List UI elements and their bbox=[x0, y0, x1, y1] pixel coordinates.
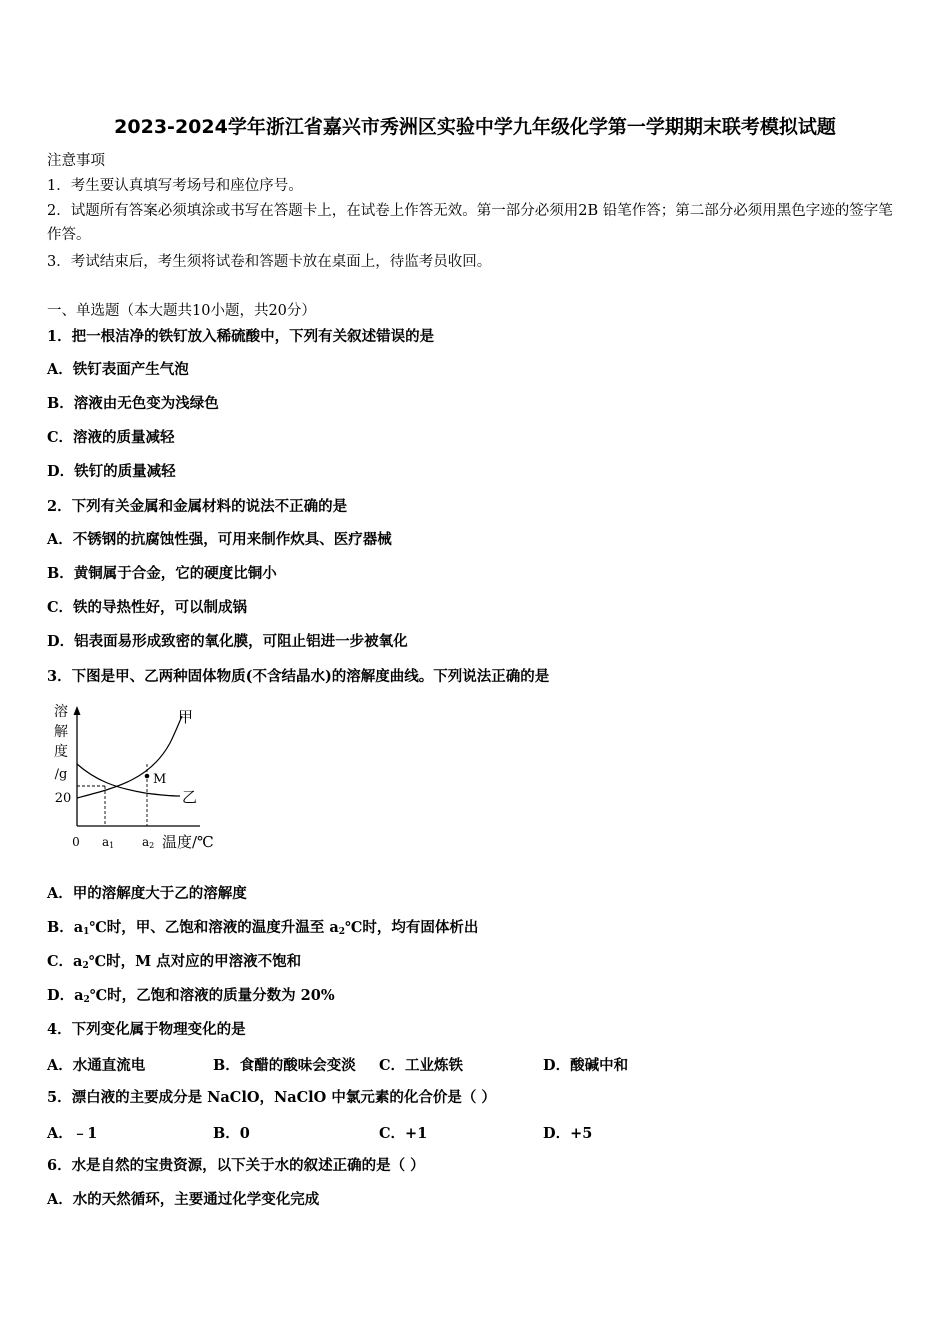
origin-label: 0 bbox=[72, 835, 80, 849]
point-m bbox=[145, 774, 150, 779]
question-stem: 4．下列变化属于物理变化的是 bbox=[47, 1021, 246, 1038]
x-axis-label: 温度/℃ bbox=[162, 833, 214, 851]
section-heading: 一、单选题（本大题共10小题，共20分） bbox=[47, 303, 316, 319]
answer-option: B．食醋的酸味会变淡 bbox=[213, 1057, 356, 1074]
notice-item: 2．试题所有答案必须填涂或书写在答题卡上，在试卷上作答无效。第一部分必须用2B 铅笔作答；第二部分必须用黑色字迹的签字笔作答。 bbox=[47, 203, 893, 243]
answer-option: A．铁钉表面产生气泡 bbox=[47, 361, 189, 378]
question-stem: 6．水是自然的宝贵资源，以下关于水的叙述正确的是（ ） bbox=[47, 1157, 425, 1174]
answer-option: B．0 bbox=[213, 1125, 250, 1142]
options-row bbox=[47, 1054, 907, 1074]
notice-heading: 注意事项 bbox=[47, 153, 105, 169]
page-title: 2023-2024学年浙江省嘉兴市秀洲区实验中学九年级化学第一学期期末联考模拟试题 bbox=[114, 116, 836, 138]
question-stem: 5．漂白液的主要成分是 NaClO，NaClO 中氯元素的化合价是（ ） bbox=[47, 1089, 496, 1106]
answer-option: C．$a_2℃$时，M 点对应的甲溶液不饱和 bbox=[47, 953, 302, 971]
answer-option: D．$a_2℃$时，乙饱和溶液的质量分数为 20% bbox=[47, 987, 335, 1005]
x-tick-a1: a1 bbox=[102, 835, 115, 850]
answer-option: D．铁钉的质量减轻 bbox=[47, 463, 176, 480]
answer-option: D．铝表面易形成致密的氧化膜，可阻止铝进一步被氧化 bbox=[47, 633, 408, 650]
curve-jia-label: 甲 bbox=[178, 708, 194, 726]
curve-yi-label: 乙 bbox=[182, 788, 198, 806]
y-axis-label-char: 溶 bbox=[54, 704, 68, 720]
question-stem: 3．下图是甲、乙两种固体物质(不含结晶水)的溶解度曲线。下列说法正确的是 bbox=[47, 668, 550, 685]
answer-option: B．溶液由无色变为浅绿色 bbox=[47, 395, 219, 412]
answer-option: A．甲的溶解度大于乙的溶解度 bbox=[47, 885, 247, 902]
solubility-graph bbox=[45, 698, 235, 858]
options-row bbox=[47, 1122, 907, 1142]
question-stem: 1．把一根洁净的铁钉放入稀硫酸中，下列有关叙述错误的是 bbox=[47, 328, 435, 345]
notice-item: 3．考试结束后，考生须将试卷和答题卡放在桌面上，待监考员收回。 bbox=[47, 254, 492, 270]
answer-option: C．溶液的质量减轻 bbox=[47, 429, 175, 446]
answer-option: A．不锈钢的抗腐蚀性强，可用来制作炊具、医疗器械 bbox=[47, 531, 392, 548]
y-axis-label-char: 度 bbox=[54, 744, 68, 760]
y-axis-arrow bbox=[74, 706, 81, 715]
question-stem: 2．下列有关金属和金属材料的说法不正确的是 bbox=[47, 498, 348, 515]
answer-option: B．黄铜属于合金，它的硬度比铜小 bbox=[47, 565, 277, 582]
answer-option: D．+5 bbox=[543, 1125, 593, 1142]
answer-option: C．+1 bbox=[379, 1125, 428, 1142]
answer-option: C．铁的导热性好，可以制成锅 bbox=[47, 599, 248, 616]
y-axis-label-char: 解 bbox=[54, 724, 68, 740]
y-tick-label: 20 bbox=[54, 791, 72, 806]
point-m-label: M bbox=[153, 772, 167, 787]
notice-item: 1．考生要认真填写考场号和座位序号。 bbox=[47, 178, 303, 194]
answer-option: B．$a_1℃$时，甲、乙饱和溶液的温度升温至 $a_2℃$时，均有固体析出 bbox=[47, 919, 479, 937]
answer-option: A．﹣1 bbox=[47, 1125, 98, 1142]
answer-option: D．酸碱中和 bbox=[543, 1057, 629, 1074]
y-axis-label-char: /g bbox=[54, 767, 68, 782]
answer-option: C．工业炼铁 bbox=[379, 1057, 464, 1074]
answer-option: A．水的天然循环，主要通过化学变化完成 bbox=[47, 1191, 320, 1208]
answer-option: A．水通直流电 bbox=[47, 1057, 146, 1074]
x-tick-a2: a2 bbox=[142, 835, 155, 850]
